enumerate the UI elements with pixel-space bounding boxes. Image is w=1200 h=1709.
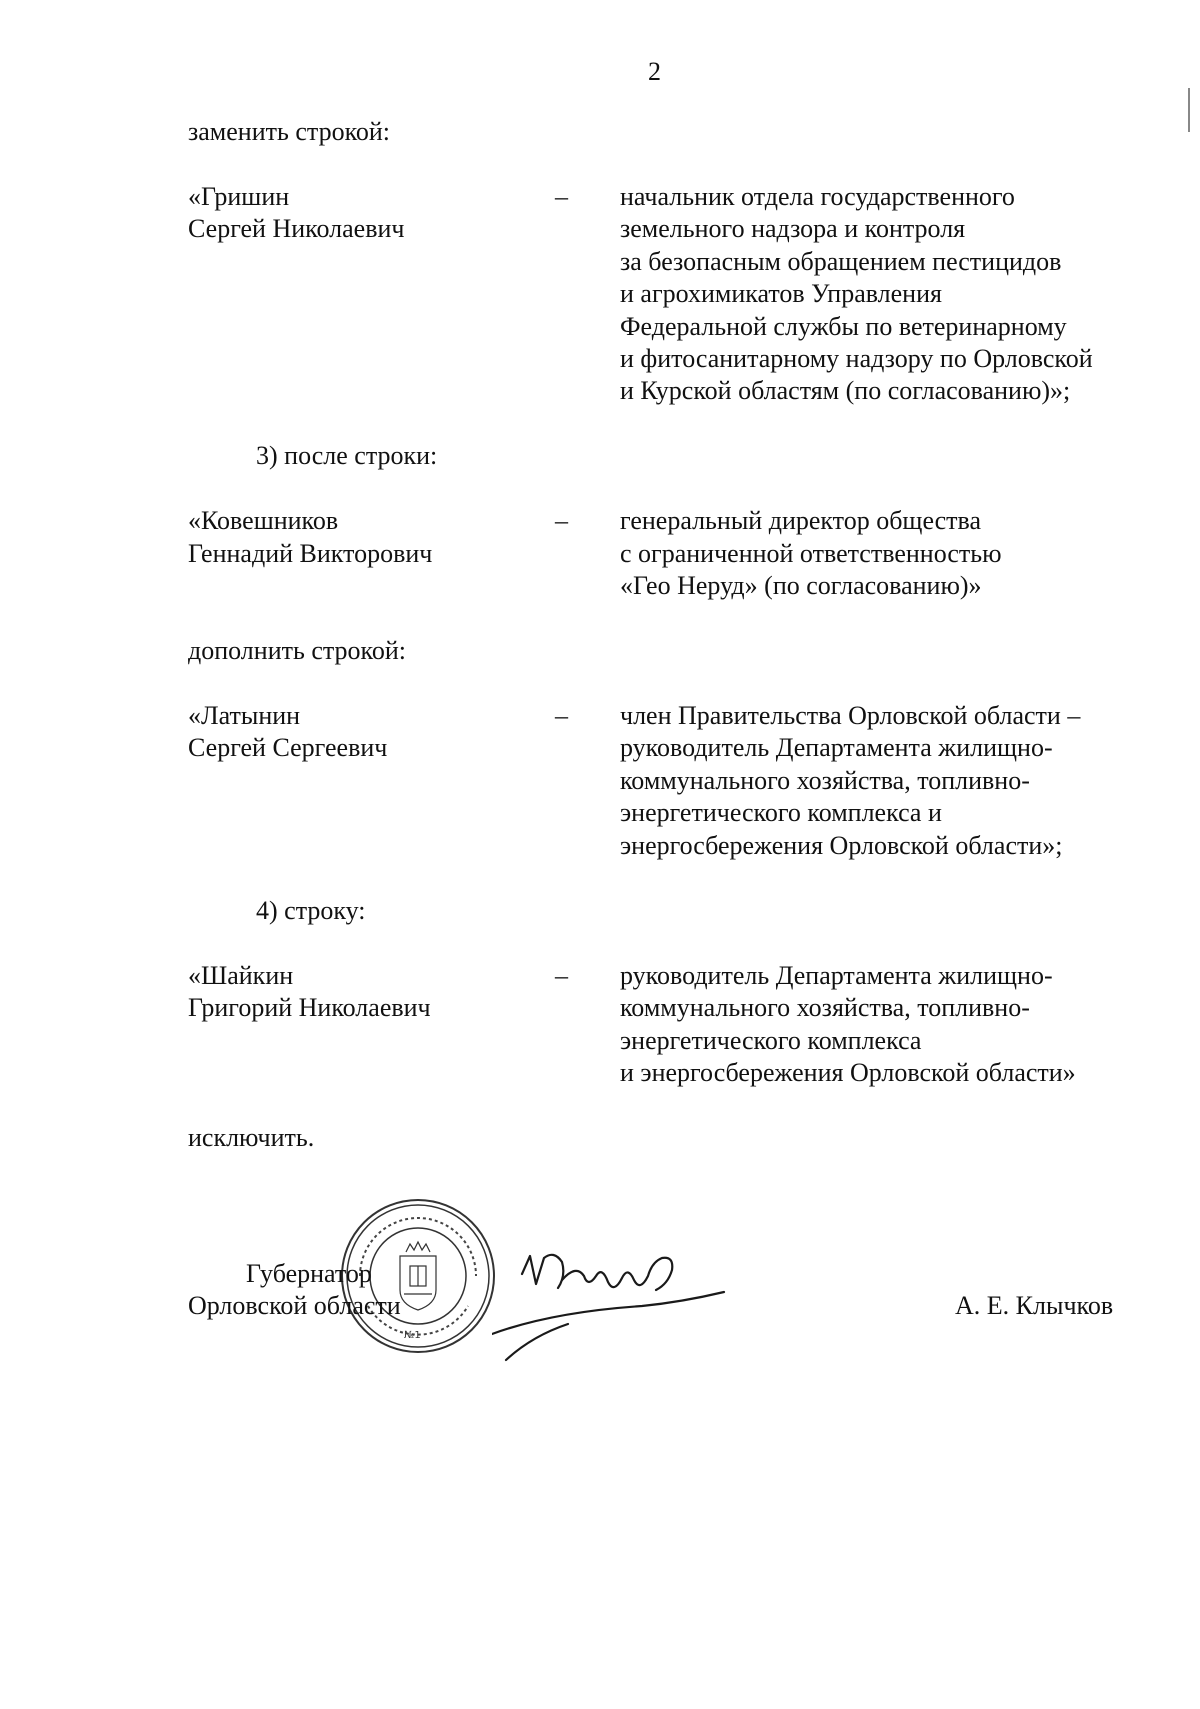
replace-intro: заменить строкой: xyxy=(188,117,391,146)
entry-latynin-desc-line-4: энергетического комплекса и xyxy=(620,798,942,827)
entry-koveshnikov-desc-line-1: генеральный директор общества xyxy=(620,506,982,535)
governor-title-line-2: Орловской области xyxy=(188,1291,401,1320)
entry-grishin-desc-line-3: за безопасным обращением пестицидов xyxy=(620,247,1062,276)
entry-koveshnikov-name-line-2: Геннадий Викторович xyxy=(188,539,433,568)
stamp-number: №1 xyxy=(404,1330,421,1341)
entry-koveshnikov-desc-line-3: «Гео Неруд» (по согласованию)» xyxy=(620,571,982,600)
entry-grishin-desc-line-7: и Курской областям (по согласованию)»; xyxy=(620,376,1071,405)
entry-grishin-name-line-1: «Гришин xyxy=(188,182,290,211)
item-3-heading: 3) после строки: xyxy=(256,441,438,470)
entry-shaikin-name-line-2: Григорий Николаевич xyxy=(188,993,431,1022)
entry-grishin-desc-line-6: и фитосанитарному надзору по Орловской xyxy=(620,344,1093,373)
entry-grishin-name-line-2: Сергей Николаевич xyxy=(188,214,405,243)
entry-latynin-desc-line-5: энергосбережения Орловской области»; xyxy=(620,831,1063,860)
entry-grishin-desc-line-5: Федеральной службы по ветеринарному xyxy=(620,312,1067,341)
entry-latynin-desc-line-3: коммунального хозяйства, топливно- xyxy=(620,766,1030,795)
entry-latynin-name-line-2: Сергей Сергеевич xyxy=(188,733,388,762)
entry-latynin-name-line-1: «Латынин xyxy=(188,701,301,730)
entry-shaikin-desc-line-2: коммунального хозяйства, топливно- xyxy=(620,993,1030,1022)
add-intro: дополнить строкой: xyxy=(188,636,406,665)
entry-grishin-dash: – xyxy=(555,182,568,211)
item-4-heading: 4) строку: xyxy=(256,896,366,925)
entry-shaikin-desc-line-1: руководитель Департамента жилищно- xyxy=(620,961,1053,990)
entry-grishin-desc-line-4: и агрохимикатов Управления xyxy=(620,279,942,308)
exclude-word: исключить. xyxy=(188,1123,315,1152)
page-number: 2 xyxy=(648,57,661,86)
handwritten-signature xyxy=(492,1236,742,1366)
governor-title-line-1: Губернатор xyxy=(246,1259,372,1288)
entry-latynin-dash: – xyxy=(555,701,568,730)
entry-shaikin-desc-line-3: энергетического комплекса xyxy=(620,1026,922,1055)
entry-grishin-desc-line-1: начальник отдела государственного xyxy=(620,182,1015,211)
entry-shaikin-dash: – xyxy=(555,961,568,990)
entry-grishin-desc-line-2: земельного надзора и контроля xyxy=(620,214,966,243)
entry-latynin-desc-line-2: руководитель Департамента жилищно- xyxy=(620,733,1053,762)
entry-shaikin-desc-line-4: и энергосбережения Орловской области» xyxy=(620,1058,1076,1087)
entry-shaikin-name-line-1: «Шайкин xyxy=(188,961,294,990)
entry-latynin-desc-line-1: член Правительства Орловской области – xyxy=(620,701,1081,730)
entry-koveshnikov-dash: – xyxy=(555,506,568,535)
scan-edge-mark xyxy=(1188,88,1190,132)
entry-koveshnikov-desc-line-2: с ограниченной ответственностью xyxy=(620,539,1002,568)
signer-name: А. Е. Клычков xyxy=(955,1291,1114,1320)
entry-koveshnikov-name-line-1: «Ковешников xyxy=(188,506,339,535)
